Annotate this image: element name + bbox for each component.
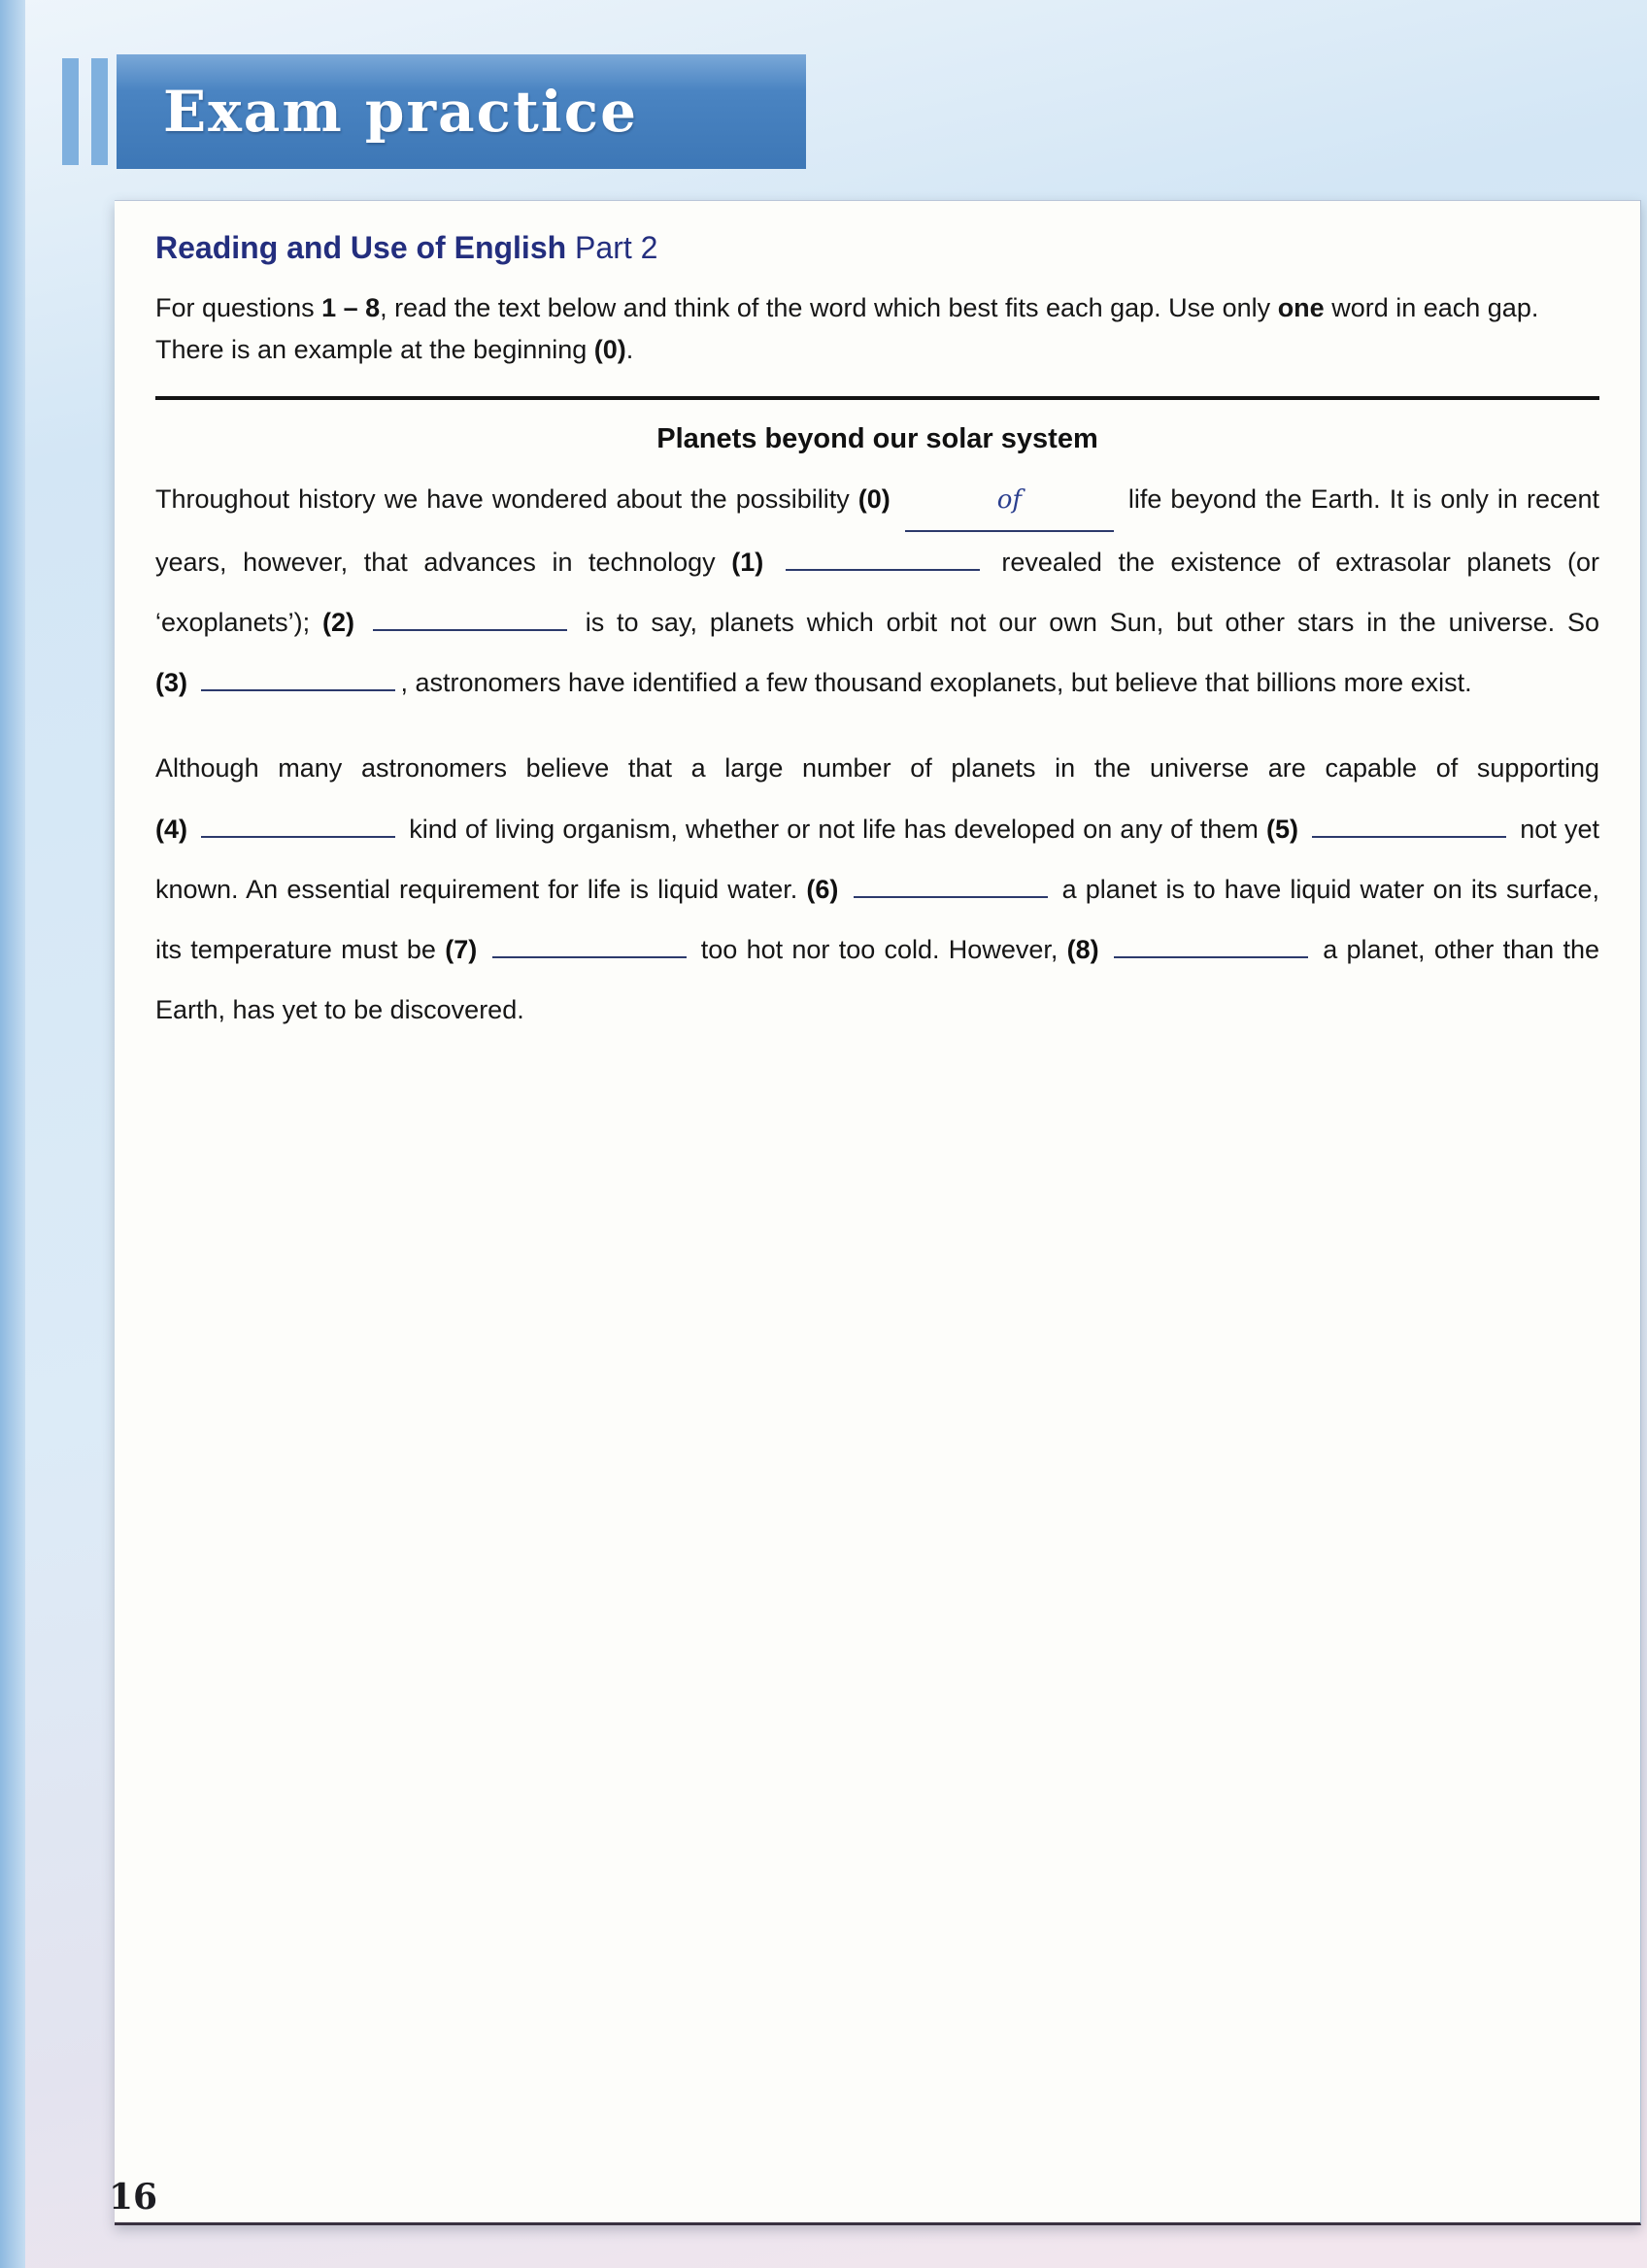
gap-number: (8) — [1066, 934, 1108, 964]
passage-paragraph — [155, 738, 1599, 1039]
passage-text: not yet known. An essential requirement for life is liquid water. — [155, 814, 1600, 904]
gap-number: (5) — [1265, 814, 1307, 844]
passage-paragraph — [155, 469, 1599, 713]
gap-answer-line[interactable] — [492, 956, 687, 958]
scan-left-edge — [0, 0, 25, 2268]
gap-0[interactable] — [858, 484, 1120, 514]
gap-7[interactable] — [445, 935, 691, 964]
divider-rule — [155, 396, 1599, 400]
gap-fill-passage — [155, 469, 1599, 1040]
passage-text: life beyond the Earth. It is only in recent years, however, that advances in technology — [155, 484, 1599, 578]
passage-text: Although many astronomers believe that a large number of planets in the universe are capable of supporting — [155, 753, 1599, 784]
passage-text: too hot nor too cold. However, — [691, 934, 1067, 964]
gap-number: (3) — [155, 668, 195, 698]
passage-text: a planet, other than the Earth, has yet to be discovered. — [155, 934, 1600, 1024]
gap-number: (7) — [445, 934, 487, 964]
gap-2[interactable] — [322, 608, 573, 637]
gap-number: (2) — [321, 608, 367, 638]
passage-text: is to say, planets which orbit not our own Sun, but other stars in the universe. So — [572, 608, 1600, 638]
gap-number: (4) — [155, 814, 196, 844]
gap-answer-line[interactable] — [854, 896, 1048, 898]
passage-title: Planets beyond our solar system — [656, 423, 1098, 455]
passage-text: Throughout history we have wondered about the possibility — [155, 484, 858, 515]
worksheet-page — [115, 200, 1641, 2225]
passage-text: , astronomers have identified a few thousand exoplanets, but believe that billions more exist. — [400, 668, 1472, 698]
gap-answer-line[interactable] — [373, 629, 567, 631]
gap-4[interactable] — [155, 815, 401, 844]
task-instructions — [155, 287, 1599, 371]
banner-title: Exam practice — [163, 79, 638, 145]
gap-answer-line[interactable] — [201, 836, 395, 838]
gap-answer-line[interactable] — [1312, 836, 1506, 838]
banner-background — [117, 54, 806, 169]
instructions-text: one — [1277, 293, 1325, 322]
gap-8[interactable] — [1067, 935, 1314, 964]
gap-answer-line[interactable] — [201, 689, 395, 691]
banner-stripe-icon — [62, 58, 79, 165]
exam-practice-banner — [62, 54, 806, 169]
section-heading — [155, 230, 1599, 266]
gap-number: (6) — [806, 874, 848, 904]
gap-answer-line[interactable] — [1114, 956, 1308, 958]
instructions-text: 1 – 8 — [321, 293, 381, 322]
instructions-text: word in each gap. There is an example at the beginning — [155, 293, 1539, 365]
gap-6[interactable] — [806, 875, 1053, 904]
gap-answer-line[interactable] — [905, 469, 1114, 532]
instructions-text: For questions — [155, 293, 322, 322]
passage-text: a planet is to have liquid water on its surface, its temperature must be — [155, 874, 1599, 964]
passage-text: kind of living organism, whether or not life has developed on any of them — [401, 814, 1266, 844]
gap-answer-line[interactable] — [786, 569, 980, 571]
instructions-text: . — [625, 335, 634, 365]
section-title: Reading and Use of English — [155, 230, 567, 265]
gap-number: (0) — [857, 484, 899, 515]
gap-number: (1) — [731, 548, 780, 578]
banner-stripe-icon — [91, 58, 108, 165]
part-label: Part 2 — [566, 230, 658, 265]
gap-1[interactable] — [731, 548, 986, 577]
page-number: 16 — [109, 2177, 158, 2218]
instructions-text: (0) — [593, 335, 626, 365]
instructions-text: , read the text below and think of the word which best fits each gap. Use only — [380, 293, 1278, 322]
passage-text: revealed the existence of extrasolar planets (or ‘exoplanets’); — [155, 548, 1600, 638]
gap-answer-handwritten: of — [996, 485, 1022, 516]
gap-5[interactable] — [1266, 815, 1512, 844]
gap-3[interactable] — [155, 668, 401, 697]
